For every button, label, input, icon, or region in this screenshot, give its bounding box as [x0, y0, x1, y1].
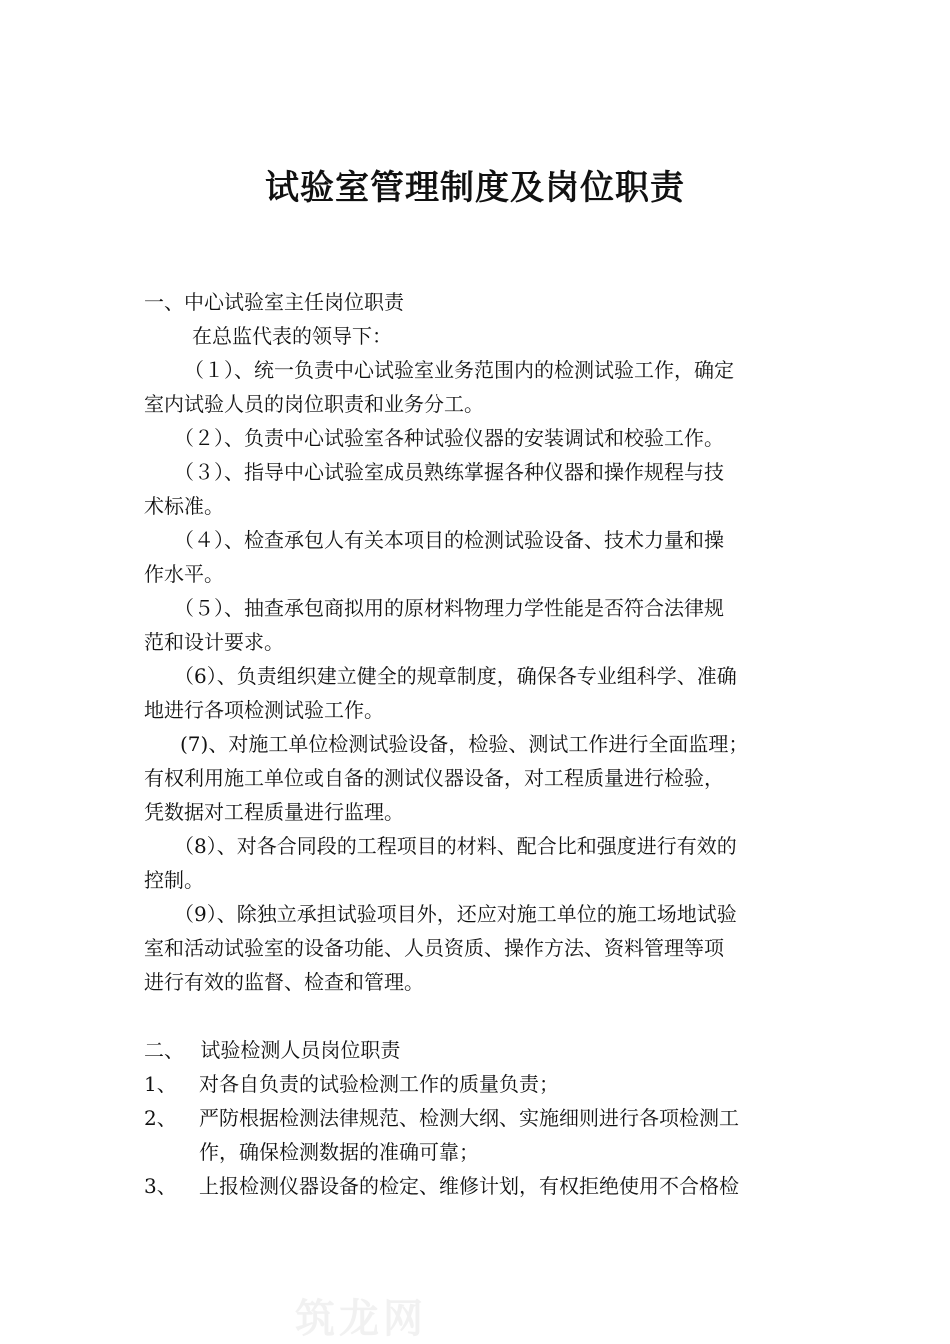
- document-title: 试验室管理制度及岗位职责: [265, 168, 685, 208]
- paragraph-line: 控制。: [144, 868, 204, 892]
- paragraph-line: （５）、抽查承包商拟用的原材料物理力学性能是否符合法律规: [174, 596, 724, 620]
- section-heading-text: 试验检测人员岗位职责: [200, 1038, 401, 1062]
- paragraph-line: （１）、统一负责中心试验室业务范围内的检测试验工作，确定: [184, 358, 734, 382]
- item-number: 2、: [144, 1106, 177, 1130]
- document-body: [144, 285, 812, 1203]
- section-heading: [144, 1033, 812, 1067]
- item-number: 3、: [144, 1174, 177, 1198]
- paragraph-line: (7)、对施工单位检测试验设备，检验、测试工作进行全面监理；: [180, 732, 749, 756]
- numbered-item: [144, 1067, 812, 1101]
- section-heading: 一、中心试验室主任岗位职责: [144, 290, 404, 314]
- paragraph-line: 地进行各项检测试验工作。: [144, 698, 384, 722]
- numbered-item: [144, 1101, 812, 1169]
- paragraph-line: 凭数据对工程质量进行监理。: [144, 800, 404, 824]
- paragraph-line: 室和活动试验室的设备功能、人员资质、操作方法、资料管理等项: [144, 936, 724, 960]
- paragraph-line: （8）、对各合同段的工程项目的材料、配合比和强度进行有效的: [174, 834, 737, 858]
- item-text: 上报检测仪器设备的检定、维修计划，有权拒绝使用不合格检: [199, 1174, 739, 1198]
- item-text: 对各自负责的试验检测工作的质量负责；: [199, 1072, 559, 1096]
- item-text: 严防根据检测法律规范、检测大纲、实施细则进行各项检测工: [199, 1106, 739, 1130]
- item-number: 1、: [144, 1072, 177, 1096]
- numbered-item: [144, 1169, 812, 1203]
- paragraph-line: 室内试验人员的岗位职责和业务分工。: [144, 392, 484, 416]
- paragraph-line: 术标准。: [144, 494, 224, 518]
- paragraph-line: （6）、负责组织建立健全的规章制度，确保各专业组科学、准确: [174, 664, 737, 688]
- section-intro: 在总监代表的领导下：: [192, 324, 392, 348]
- paragraph-line: 有权利用施工单位或自备的测试仪器设备，对工程质量进行检验，: [144, 766, 724, 790]
- section-gap: [144, 999, 812, 1033]
- paragraph-line: 进行有效的监督、检查和管理。: [144, 970, 424, 994]
- paragraph-line: （9）、除独立承担试验项目外，还应对施工单位的施工场地试验: [174, 902, 737, 926]
- paragraph-line: （４）、检查承包人有关本项目的检测试验设备、技术力量和操: [174, 528, 724, 552]
- paragraph-line: （２）、负责中心试验室各种试验仪器的安装调试和校验工作。: [174, 426, 724, 450]
- section-heading-number: 二、: [144, 1038, 184, 1062]
- watermark-logo: 筑龙网: [295, 1295, 427, 1342]
- paragraph-line: （３）、指导中心试验室成员熟练掌握各种仪器和操作规程与技: [174, 460, 724, 484]
- paragraph-line: 作水平。: [144, 562, 224, 586]
- paragraph-line: 范和设计要求。: [144, 630, 284, 654]
- item-text: 作，确保检测数据的准确可靠；: [199, 1140, 479, 1164]
